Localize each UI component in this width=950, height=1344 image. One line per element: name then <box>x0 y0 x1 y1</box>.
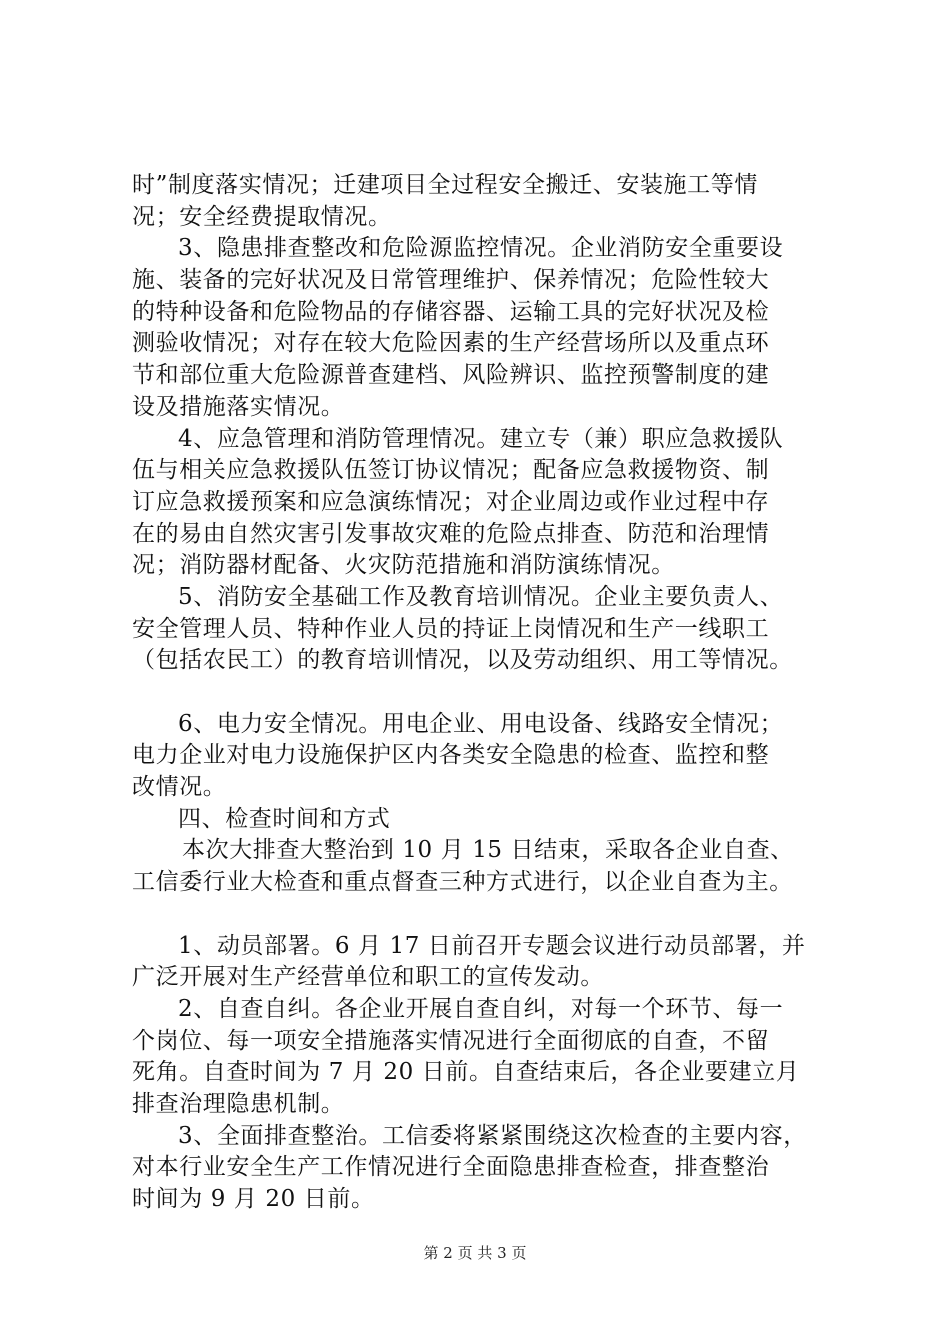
text-line: 3、隐患排查整改和危险源监控情况。企业消防安全重要设 <box>178 235 784 262</box>
text-line: 设及措施落实情况。 <box>132 393 345 420</box>
section-heading: 四、检查时间和方式 <box>178 805 391 832</box>
text-line: 订应急救援预案和应急演练情况；对企业周边或作业过程中存 <box>132 488 770 515</box>
text-line: 时”制度落实情况；迁建项目全过程安全搬迁、安装施工等情 <box>132 172 758 198</box>
text-line: 1、动员部署。6 月 17 日前召开专题会议进行动员部署，并 <box>178 932 806 959</box>
text-line: 3、全面排查整治。工信委将紧紧围绕这次检查的主要内容， <box>178 1122 807 1149</box>
text-line: 伍与相关应急救援队伍签订协议情况；配备应急救援物资、制 <box>132 457 770 484</box>
text-line: 个岗位、每一项安全措施落实情况进行全面彻底的自查，不留 <box>132 1027 770 1054</box>
text-line: 本次大排查大整治到 10 月 15 日结束，采取各企业自查、 <box>182 837 794 864</box>
text-line: 施、装备的完好状况及日常管理维护、保养情况；危险性较大 <box>132 267 770 294</box>
text-line: 死角。自查时间为 7 月 20 日前。自查结束后，各企业要建立月 <box>132 1059 800 1086</box>
text-line: （包括农民工）的教育培训情况，以及劳动组织、用工等情况。 <box>132 647 793 674</box>
text-line: 安全管理人员、特种作业人员的持证上岗情况和生产一线职工 <box>132 615 770 642</box>
text-line: 4、应急管理和消防管理情况。建立专（兼）职应急救援队 <box>178 425 784 452</box>
text-line: 在的易由自然灾害引发事故灾难的危险点排查、防范和治理情 <box>132 520 770 547</box>
blank-line <box>132 677 832 709</box>
text-line: 测验收情况；对存在较大危险因素的生产经营场所以及重点环 <box>132 330 770 357</box>
text-line: 广泛开展对生产经营单位和职工的宣传发动。 <box>132 964 604 991</box>
text-line: 时间为 9 月 20 日前。 <box>132 1186 375 1212</box>
text-line: 对本行业安全生产工作情况进行全面隐患排查检查，排查整治 <box>132 1154 770 1181</box>
text-line: 况；消防器材配备、火灾防范措施和消防演练情况。 <box>132 552 675 579</box>
blank-line <box>132 899 832 931</box>
text-line: 5、消防安全基础工作及教育培训情况。企业主要负责人、 <box>178 583 784 610</box>
text-line: 况；安全经费提取情况。 <box>132 203 392 230</box>
text-line: 2、自查自纠。各企业开展自查自纠，对每一个环节、每一 <box>178 995 784 1022</box>
text-line: 6、电力安全情况。用电企业、用电设备、线路安全情况； <box>178 710 784 737</box>
page-footer: 第 2 页 共 3 页 <box>423 1244 527 1262</box>
text-line: 节和部位重大危险源普查建档、风险辨识、监控预警制度的建 <box>132 362 770 389</box>
text-line: 的特种设备和危险物品的存储容器、运输工具的完好状况及检 <box>132 298 770 325</box>
text-line: 排查治理隐患机制。 <box>132 1090 345 1117</box>
text-line: 改情况。 <box>132 774 227 801</box>
document-body <box>132 170 832 1216</box>
text-line: 电力企业对电力设施保护区内各类安全隐患的检查、监控和整 <box>132 742 770 769</box>
text-line: 工信委行业大检查和重点督查三种方式进行，以企业自查为主。 <box>132 869 793 896</box>
